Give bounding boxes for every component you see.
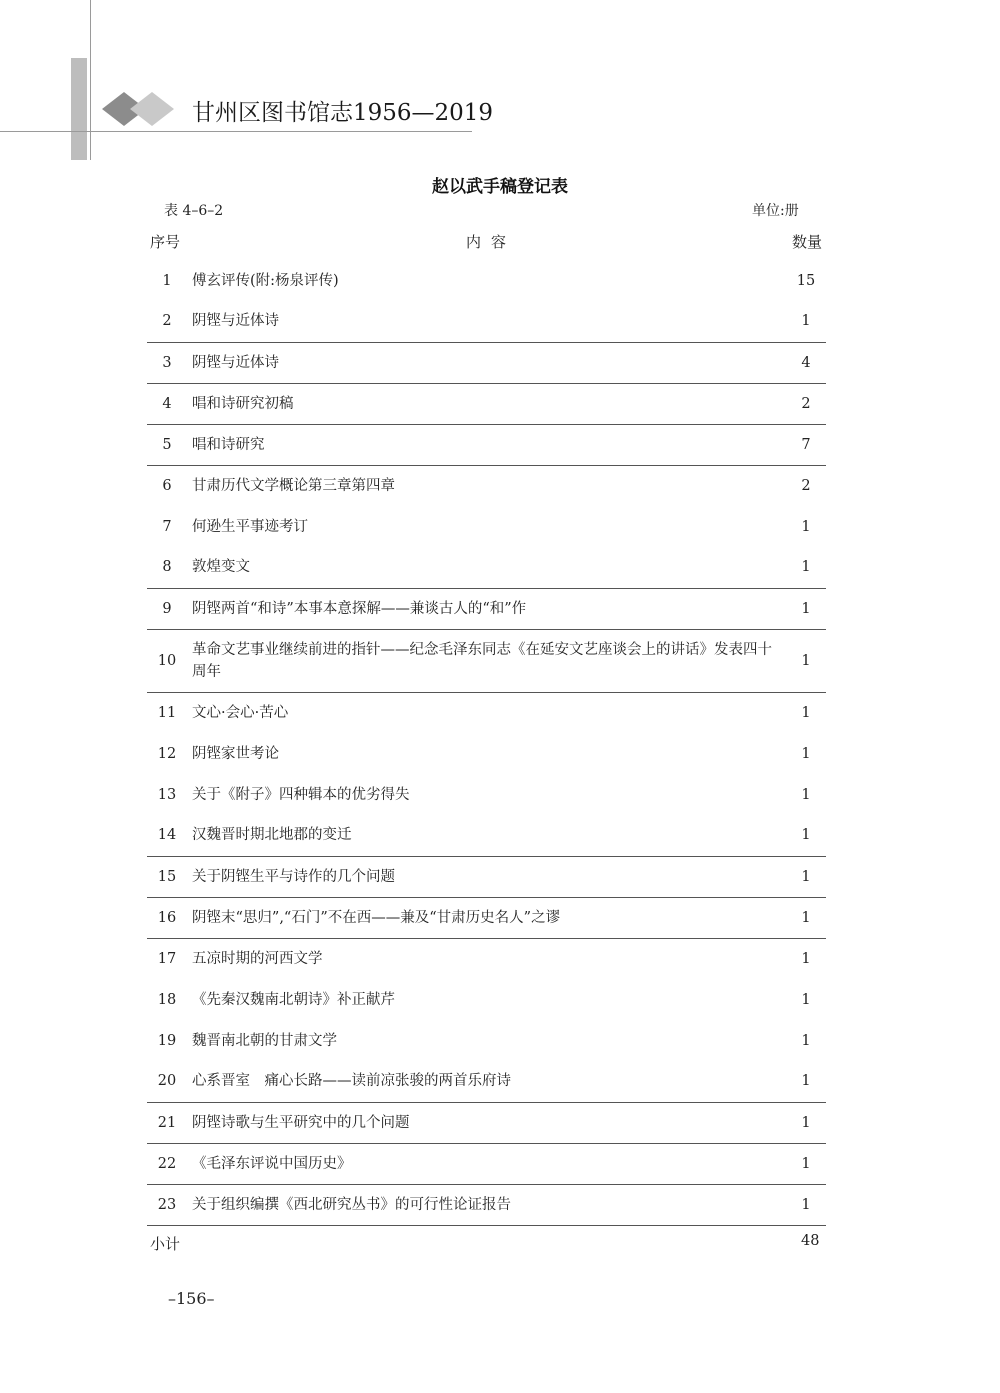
row-content: 《毛泽东评说中国历史》 (187, 1143, 786, 1184)
row-seq: 3 (147, 342, 187, 383)
row-content: 阴铿末“思归”,“石门”不在西——兼及“甘肃历史名人”之谬 (187, 897, 786, 938)
table-row (147, 260, 826, 301)
table-row (147, 774, 826, 815)
table-row (147, 301, 826, 342)
table-row (147, 1061, 826, 1102)
table-row (147, 938, 826, 979)
row-seq: 1 (162, 272, 172, 289)
table-row (147, 465, 826, 506)
table-title: 赵以武手稿登记表 (432, 177, 568, 197)
row-content: 甘肃历代文学概论第三章第四章 (192, 477, 395, 494)
row-qty: 1 (786, 815, 826, 856)
row-qty: 1 (786, 1061, 826, 1102)
row-qty: 1 (786, 301, 826, 342)
table-row (147, 815, 826, 856)
table-row (147, 383, 826, 424)
table-row (147, 692, 826, 733)
row-seq: 18 (157, 991, 177, 1008)
row-content: 汉魏晋时期北地郡的变迁 (187, 815, 786, 856)
row-content: 关于组织编撰《西北研究丛书》的可行性论证报告 (187, 1184, 786, 1225)
row-seq: 5 (147, 424, 187, 465)
table-row (147, 733, 826, 774)
page-number: –156– (168, 1289, 215, 1308)
column-header-content: 内容 (466, 233, 517, 251)
table-row (147, 506, 826, 547)
row-content: 何逊生平事迹考订 (192, 518, 308, 535)
table-row (147, 1102, 826, 1143)
row-seq: 13 (157, 786, 177, 803)
row-content: 唱和诗研究初稿 (187, 383, 786, 424)
table-row (147, 424, 826, 465)
row-qty: 1 (786, 629, 826, 692)
table-row (147, 629, 826, 692)
row-qty: 1 (786, 1143, 826, 1184)
row-content: 心系晋室 痛心长路——读前凉张骏的两首乐府诗 (187, 1061, 786, 1102)
row-seq: 22 (147, 1143, 187, 1184)
row-content: 傅玄评传(附:杨泉评传) (192, 272, 339, 289)
row-content: 文心·会心·苦心 (192, 704, 289, 721)
row-content: 敦煌变文 (187, 547, 786, 588)
table-row (147, 1020, 826, 1061)
row-content: 五凉时期的河西文学 (192, 950, 323, 967)
row-seq: 21 (147, 1102, 187, 1143)
row-qty: 1 (786, 897, 826, 938)
row-qty: 1 (801, 745, 811, 762)
row-seq: 11 (157, 704, 177, 721)
subtotal-value: 48 (801, 1233, 820, 1249)
row-qty: 1 (786, 588, 826, 629)
header-horizontal-rule (0, 131, 472, 132)
row-content: 魏晋南北朝的甘肃文学 (192, 1032, 337, 1049)
row-seq: 4 (147, 383, 187, 424)
table-row (147, 856, 826, 897)
table-row (147, 588, 826, 629)
row-qty: 1 (786, 856, 826, 897)
header-diamond-ornament (100, 90, 190, 128)
row-qty: 1 (801, 1032, 811, 1049)
row-qty: 1 (801, 518, 811, 535)
row-qty: 1 (786, 1102, 826, 1143)
row-content: 关于《附子》四种辑本的优劣得失 (192, 786, 410, 803)
row-seq: 15 (147, 856, 187, 897)
subtotal-label: 小计 (150, 1235, 181, 1253)
row-qty: 4 (786, 342, 826, 383)
row-qty: 1 (801, 786, 811, 803)
header-grey-bar (71, 58, 87, 160)
row-qty: 1 (801, 991, 811, 1008)
row-seq: 7 (162, 518, 172, 535)
table-row (147, 1143, 826, 1184)
row-content: 阴铿家世考论 (192, 745, 279, 762)
row-seq: 17 (157, 950, 177, 967)
row-seq: 12 (157, 745, 177, 762)
row-content: 《先秦汉魏南北朝诗》补正献芹 (192, 991, 395, 1008)
table-row (147, 979, 826, 1020)
row-qty: 1 (801, 950, 811, 967)
column-header-qty: 数量 (792, 233, 823, 251)
row-seq: 20 (147, 1061, 187, 1102)
table-row (147, 547, 826, 588)
table-number: 表 4–6–2 (164, 203, 224, 219)
row-seq: 6 (162, 477, 172, 494)
row-seq: 10 (147, 629, 187, 692)
column-header-seq: 序号 (150, 233, 181, 251)
row-seq: 23 (147, 1184, 187, 1225)
manuscript-register-table (147, 260, 826, 1226)
table-unit: 单位:册 (752, 203, 799, 219)
row-seq: 9 (147, 588, 187, 629)
row-content: 阴铿两首“和诗”本事本意探解——兼谈古人的“和”作 (187, 588, 786, 629)
row-qty: 1 (786, 547, 826, 588)
row-seq: 19 (157, 1032, 177, 1049)
row-content: 唱和诗研究 (187, 424, 786, 465)
row-qty: 2 (786, 383, 826, 424)
row-content: 关于阴铿生平与诗作的几个问题 (187, 856, 786, 897)
row-qty: 1 (786, 1184, 826, 1225)
row-qty: 1 (801, 704, 811, 721)
row-seq: 16 (147, 897, 187, 938)
row-seq: 8 (147, 547, 187, 588)
row-content: 阴铿与近体诗 (187, 342, 786, 383)
row-qty: 15 (796, 272, 816, 289)
header-vertical-rule (90, 0, 91, 160)
table-row (147, 897, 826, 938)
table-row (147, 1184, 826, 1225)
row-seq: 14 (147, 815, 187, 856)
table-row (147, 342, 826, 383)
book-title: 甘州区图书馆志1956—2019 (192, 100, 494, 126)
row-content: 阴铿与近体诗 (187, 301, 786, 342)
row-content: 革命文艺事业继续前进的指针——纪念毛泽东同志《在延安文艺座谈会上的讲话》发表四十周年 (187, 629, 786, 692)
row-content: 阴铿诗歌与生平研究中的几个问题 (187, 1102, 786, 1143)
row-seq: 2 (147, 301, 187, 342)
row-qty: 2 (801, 477, 811, 494)
row-qty: 7 (786, 424, 826, 465)
